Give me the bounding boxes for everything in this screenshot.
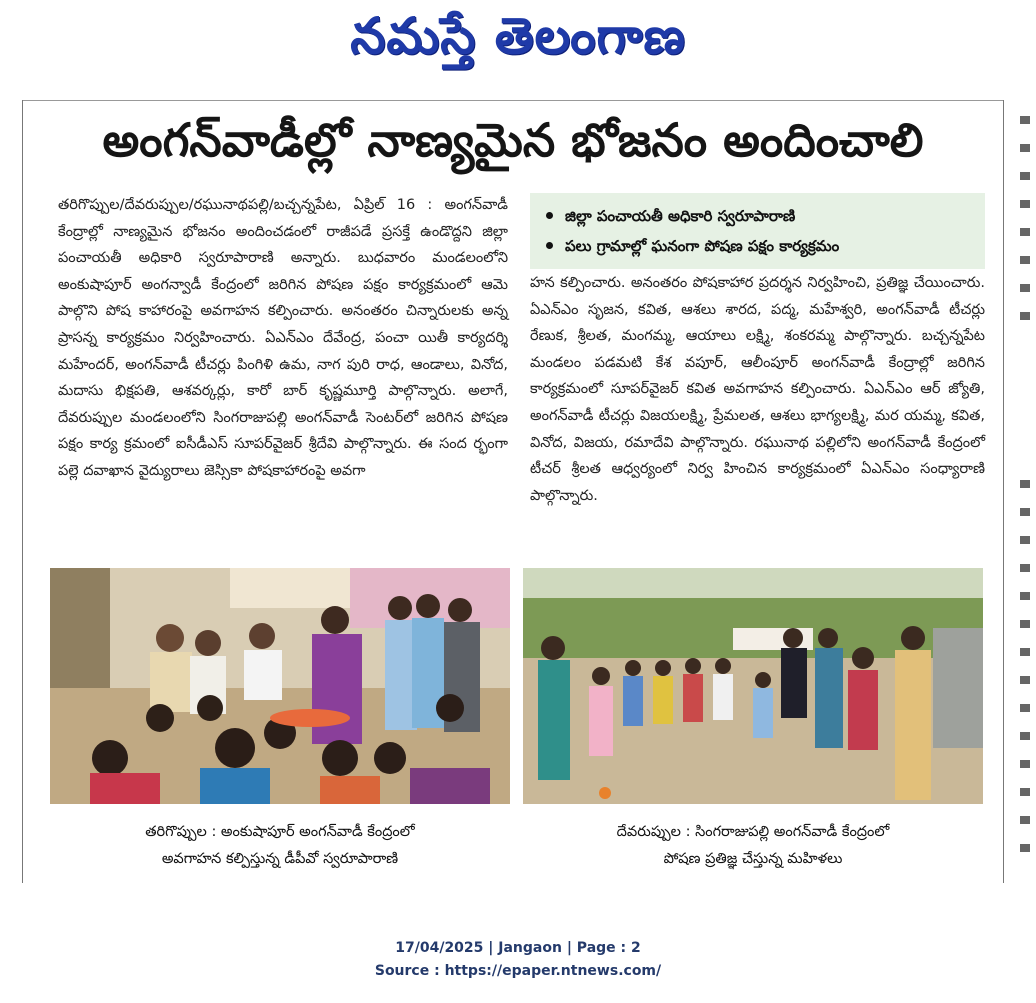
clipping-right-border (1003, 100, 1004, 883)
epaper-source-link[interactable]: Source : https://epaper.ntnews.com/ (374, 963, 662, 979)
article-headline: అంగన్‌వాడీల్లో నాణ్యమైన భోజనం అందించాలి (102, 113, 924, 167)
clipping-left-border (22, 100, 23, 883)
caption-line: అవగాహన కల్పిస్తున్న డీపీవో స్వరూపారాణి (161, 851, 399, 867)
highlight-text: పలు గ్రామాల్లో ఘనంగా పోషణ పక్షం కార్యక్రమం (565, 237, 840, 255)
photo-illustration (523, 568, 983, 804)
photo-anganwadi-awareness (50, 568, 510, 804)
highlight-text: జిల్లా పంచాయతీ అధికారి స్వరూపారాణి (565, 207, 796, 225)
bullet-icon (546, 242, 553, 249)
highlight-item (542, 201, 973, 231)
article-body-left-column: తరిగొప్పుల/దేవరుప్పుల/రఘునాథపల్లి/బచ్చన్నపేట, ఏప్రిల్ 16 : అంగన్‌వాడీ కేంద్రాల్లో నాణ్యమైన భోజనం అందించడంలో రాజీపడే ప్రసక్తే ఉండొద్దని జిల్లా పంచాయతీ అధికారి స్వరూపారాణి అన్నారు. బుధవారం మండలంలోని అంకుషాపూర్ అంగన్వాడీ కేంద్రంలో జరిగిన పోషణ పక్షం కార్యక్రమంలో ఆమె పాల్గొని పోష కాహారంపై అవగాహన కల్పించారు. అనంతరం చిన్నారులకు అన్న ప్రాసన్న కార్యక్రమం నిర్వహించారు. ఏఎన్‌ఎం దేవేంద్ర, పంచా యితీ కార్యదర్శి మహేందర్, అంగన్‌వాడీ టీచర్లు పింగిళి ఉమ, నాగ పురి రాధ, ఆండాలు, వినోద, మదాసు భిక్షపతి, ఆశవర్కర్లు, కారో బార్ కృష్ణమూర్తి పాల్గొన్నారు. అలాగే, దేవరుప్పుల మండలంలోని సింగరాజుపల్లి అంగన్‌వాడీ సెంటర్‌లో జరిగిన పోషణ పక్షం కార్య క్రమంలో ఐసీడీఎస్ సూపర్‌వైజర్ శ్రీదేవి పాల్గొన్నారు. ఈ సంద ర్భంగా పల్లె దవాఖాన వైద్యురాలు జెస్సికా పోషకాహారంపై అవగా (58, 197, 508, 479)
clipping-top-border (22, 100, 1004, 101)
epaper-date-edition-page: 17/04/2025 | Jangaon | Page : 2 (395, 940, 641, 956)
cropped-text-decoration (1014, 110, 1036, 890)
photo-nutrition-pledge (523, 568, 983, 804)
article-body-right-column: హన కల్పించారు. అనంతరం పోషకాహార ప్రదర్శన నిర్వహించి, ప్రతిజ్ఞ చేయించారు. ఏఎన్‌ఎం సృజన, కవిత, ఆశలు శారద, పద్మ, మహేశ్వరి, అంగన్‌వాడీ టీచర్లు రేణుక, శ్రీలత, మంగమ్మ, ఆయాలు లక్ష్మి, శంకరమ్మ పాల్గొన్నారు. బచ్చన్నపేట మండలం పడమటి కేశ వపూర్, ఆలీంపూర్ అంగన్‌వాడీ కేంద్రాల్లో జరిగిన కార్యక్రమంలో సూపర్‌వైజర్ కవిత అవగాహన కల్పించారు. ఏఎన్‌ఎం ఆర్ జ్యోతి, అంగన్‌వాడీ టీచర్లు విజయలక్ష్మి, ప్రేమలత, ఆశలు భాగ్యలక్ష్మి, మర యమ్మ, కవిత, వినోద, విజయ, రమాదేవి పాల్గొన్నారు. రఘునాథ పల్లిలోని అంగన్‌వాడీ కేంద్రంలో టీచర్ శ్రీలత ఆధ్వర్యంలో నిర్వ హించిన కార్యక్రమంలో ఏఎన్ఎం సంధ్యారాణి పాల్గొన్నారు. (530, 275, 985, 504)
caption-line: పోషణ ప్రతిజ్ఞ చేస్తున్న మహిళలు (663, 851, 843, 867)
photo-caption-left (50, 819, 510, 873)
newspaper-masthead: నమస్తే తెలంగాణ (350, 7, 686, 65)
caption-line: దేవరుప్పుల : సింగరాజుపల్లి అంగన్‌వాడీ కేంద్రంలో (616, 824, 890, 840)
photo-caption-right (523, 819, 983, 873)
bullet-icon (546, 212, 553, 219)
article-highlights-box (530, 193, 985, 269)
highlight-item (542, 231, 973, 261)
photo-illustration (50, 568, 510, 804)
adjacent-article-edge (1014, 110, 1036, 890)
caption-line: తరిగొప్పుల : అంకుషాపూర్ అంగన్‌వాడీ కేంద్రంలో (145, 824, 415, 840)
